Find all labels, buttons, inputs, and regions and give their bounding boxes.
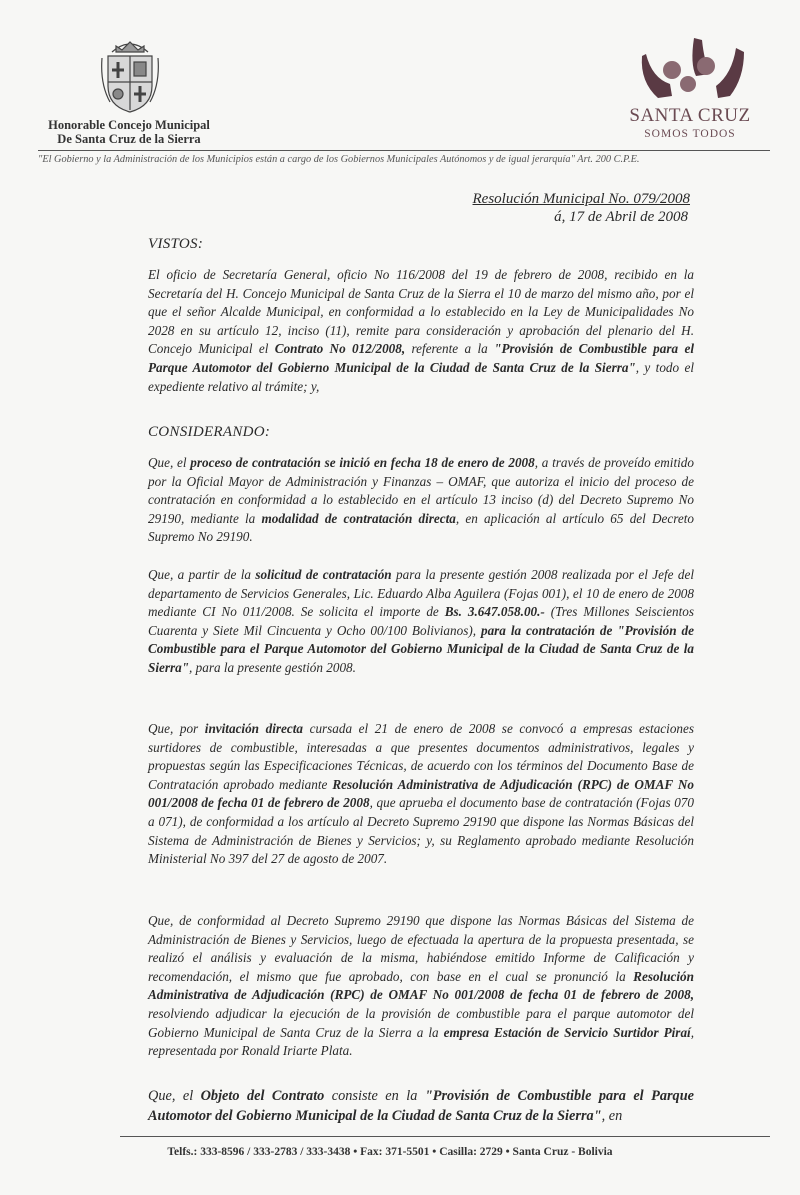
santa-cruz-brand [620,106,760,140]
emphasis-text: modalidad de contratación directa [261,510,456,526]
amount: Bs. 3.647.058.00.- [444,604,545,620]
contract-title: "Provisión de Combustible para el Parque Automotor del Gobierno Municipal de la Ciudad de Santa Cruz de la Sierra" [148,341,694,375]
text-run: Que, de conformidad al Decreto Supremo 29190 que dispone las Normas Básicas del Sistema de Administración de Bienes y Servicios, luego de efectuada la apertura de la propuesta presentada, se realizó el análisis y evaluación de la misma, habiéndose emitido Informe de Calificación y recomendación, el mismo que fue aprobado, con base en el cual se pronunció la [148,913,694,984]
considerando-paragraph-1 [148,454,694,547]
considerando-heading: CONSIDERANDO: [148,424,271,440]
text-run: referente a la [405,341,495,357]
considerando-paragraph-2 [148,566,694,678]
text-run: Que, a partir de la [148,567,256,582]
resolution-date: á, 17 de Abril de 2008 [554,209,688,225]
council-name-line2: De Santa Cruz de la Sierra [57,132,201,146]
council-name [24,118,234,146]
text-run: resolviendo adjudicar la ejecución de la provisión de combustible para el parque automotor del Gobierno Municipal de Santa Cruz de la Sierra a la [148,1005,694,1040]
emphasis-text: para la contratación de "Provisión de Combustible para el Parque Automotor del Gobierno Municipal de la Ciudad de Santa Cruz de la Sierra" [148,622,694,675]
council-name-line1: Honorable Concejo Municipal [48,118,210,132]
municipal-crest-icon [98,34,162,116]
text-run: Que, el [148,455,191,470]
text-run: Que, por [148,721,205,736]
contract-number: Contrato No 012/2008, [274,341,406,357]
brand-slogan: SOMOS TODOS [644,128,736,140]
considerando-paragraph-3 [148,720,694,869]
text-run: Que, el [148,1088,201,1104]
brand-name: SANTA CRUZ [629,105,751,126]
emphasis-text: Resolución Administrativa de Adjudicación (RPC) de OMAF No 001/2008 de fecha 01 de febrero de 2008, [148,968,694,1003]
text-run: cursada el 21 de enero de 2008 se convocó a empresas estaciones surtidores de combustible, interesadas a que presentes documentos administrativos, legales y propuestas según las Especificaciones Técnicas, de acuerdo con los términos del Documento Base de Contratación aprobado mediante [148,721,694,792]
text-run: , en [601,1108,623,1124]
text-run: para la presente gestión 2008 realizada por el Jefe del departamento de Servicios Generales, Lic. Eduardo Alba Aguilera (Fojas 001), el 10 de enero de 2008 mediante CI No 011/2008. Se solicita el importe de [148,567,695,620]
text-run: consiste en la [324,1088,425,1104]
footer-contact: Telfs.: 333-8596 / 333-2783 / 333-3438 • Fax: 371-5501 • Casilla: 2729 • Santa Cruz - Bolivia [167,1146,613,1158]
vistos-heading: VISTOS: [148,236,204,252]
text-run: (Tres Millones Seiscientos Cuarenta y Siete Mil Cincuenta y Ocho 00/100 Bolivianos), [148,604,695,638]
emphasis-text: Resolución Administrativa de Adjudicación (RPC) de OMAF No 001/2008 de fecha 01 de febrero de 2008 [148,776,694,811]
emphasis-text: "Provisión de Combustible para el Parque Automotor del Gobierno Municipal de la Ciudad de Santa Cruz de la Sierra" [148,1088,694,1124]
text-run: , a través de proveído emitido por la Oficial Mayor de Administración y Finanzas – OMAF, que autoriza el inicio del proceso de contratación en conformidad a lo establecido en el artículo 13 inciso (d) del Decreto Supremo No 29190, mediante la [148,455,694,526]
vistos-paragraph [148,266,694,396]
considerando-paragraph-5 [148,1086,694,1126]
text-run: , para la presente gestión 2008. [189,659,356,675]
emphasis-text: solicitud de contratación [255,567,392,582]
text-run: , representada por Ronald Iriarte Plata. [148,1024,694,1059]
text-run: , en aplicación al artículo 65 del Decreto Supremo No 29190. [148,510,694,545]
text-run: , y todo el expediente relativo al trámite; y, [148,359,694,394]
header-divider [38,150,770,151]
emphasis-text: invitación directa [204,721,303,736]
resolution-number: Resolución Municipal No. 079/2008 [472,191,690,207]
footer-divider [120,1136,770,1137]
considerando-paragraph-4 [148,912,694,1061]
text-run: , que aprueba el documento base de contratación (Fojas 070 a 071), de conformidad a los artículo al Decreto Supremo 29190 que dispone las Normas Básicas del Sistema de Administración de Bienes y Servicios; y, su Reglamento aprobado mediante Resolución Ministerial No 397 del 27 de agosto de 2007. [148,795,694,867]
text-run: El oficio de Secretaría General, oficio No 116/2008 del 19 de febrero de 2008, recibido en la Secretaría del H. Concejo Municipal de Santa Cruz de la Sierra el 10 de marzo del mismo año, por el que el señor Alcalde Municipal, en conformidad a lo establecido en la Ley de Municipalidades No 2028 en su artículo 12, inciso (11), remite para consideración y aprobación del plenario del H. Concejo Municipal el [148,267,694,357]
emphasis-text: proceso de contratación se inició en fecha 18 de enero de 2008 [190,455,535,470]
constitution-quote: "El Gobierno y la Administración de los Municipios están a cargo de los Gobiernos Municipales Autónomos y de igual jerarquía" Art. 200 C.P.E. [38,154,640,165]
emphasis-text: Objeto del Contrato [200,1088,325,1104]
emphasis-text: empresa Estación de Servicio Surtidor Piraí [443,1024,691,1040]
